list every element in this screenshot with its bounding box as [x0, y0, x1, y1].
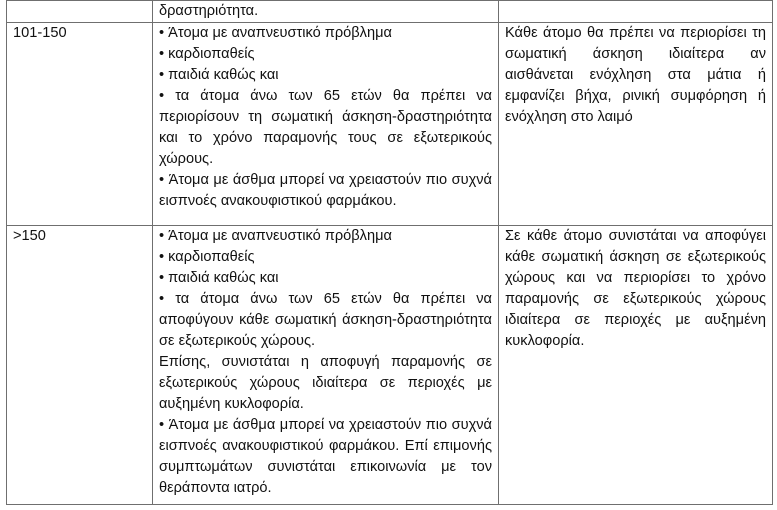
bullet-item: • καρδιοπαθείς [159, 247, 492, 268]
bullet-item: • Άτομα με αναπνευστικό πρόβλημα [159, 226, 492, 247]
aqi-recommendations-table [6, 0, 773, 505]
extra-advice: Επίσης, συνιστάται η αποφυγή παραμονής σε εξωτερικούς χώρους ιδιαίτερα σε περιοχές με αυξημένη κυκλοφορία. [159, 354, 492, 412]
aqi-range-cell [7, 226, 153, 505]
bullet-item: • τα άτομα άνω των 65 ετών θα πρέπει να αποφύγουν κάθε σωματική άσκηση-δραστηριότητα σε εξωτερικούς χώρους. [159, 289, 492, 352]
sensitive-groups-cell [153, 23, 499, 226]
general-population-cell [499, 23, 773, 226]
bullet-item: • τα άτομα άνω των 65 ετών θα πρέπει να περιορίσουν τη σωματική άσκηση-δραστηριότητα και το χρόνο παραμονής τους σε εξωτερικούς χώρους. [159, 86, 492, 170]
sensitive-groups-cell [153, 226, 499, 505]
general-advice: Σε κάθε άτομο συνιστάται να αποφύγει κάθε σωματική άσκηση σε εξωτερικούς χώρους και να περιορίσει το χρόνο παραμονής σε εξωτερικούς χώρους ιδιαίτερα σε περιοχές με αυξημένη κυκλοφορία. [505, 228, 766, 349]
bullet-item: • καρδιοπαθείς [159, 44, 492, 65]
continuation-range-cell [7, 1, 153, 23]
continuation-general-cell [499, 1, 773, 23]
general-advice: Κάθε άτομο θα πρέπει να περιορίσει τη σωματική άσκηση ιδιαίτερα αν αισθάνεται ενόχληση στα μάτια ή εμφανίζει βήχα, ρινική συμφόρηση ή ενόχληση στο λαιμό [505, 25, 766, 125]
aqi-range: 101-150 [13, 25, 67, 41]
table-row [7, 226, 773, 505]
general-population-cell [499, 226, 773, 505]
aqi-range-cell [7, 23, 153, 226]
table-row [7, 23, 773, 226]
continuation-row [7, 1, 773, 23]
continuation-sensitive-cell [153, 1, 499, 23]
bullet-item: • Άτομα με άσθμα μπορεί να χρειαστούν πιο συχνά εισπνοές ανακουφιστικού φαρμάκου. Επί επιμονής συμπτωμάτων συνιστάται επικοινωνία με τον θεράποντα ιατρό. [159, 415, 492, 499]
bullet-item: • Άτομα με άσθμα μπορεί να χρειαστούν πιο συχνά εισπνοές ανακουφιστικού φαρμάκου. [159, 170, 492, 212]
bullet-item: • Άτομα με αναπνευστικό πρόβλημα [159, 23, 492, 44]
aqi-range: >150 [13, 228, 46, 244]
bullet-item: • παιδιά καθώς και [159, 268, 492, 289]
continuation-text: δραστηριότητα. [159, 3, 259, 19]
bullet-item: • παιδιά καθώς και [159, 65, 492, 86]
